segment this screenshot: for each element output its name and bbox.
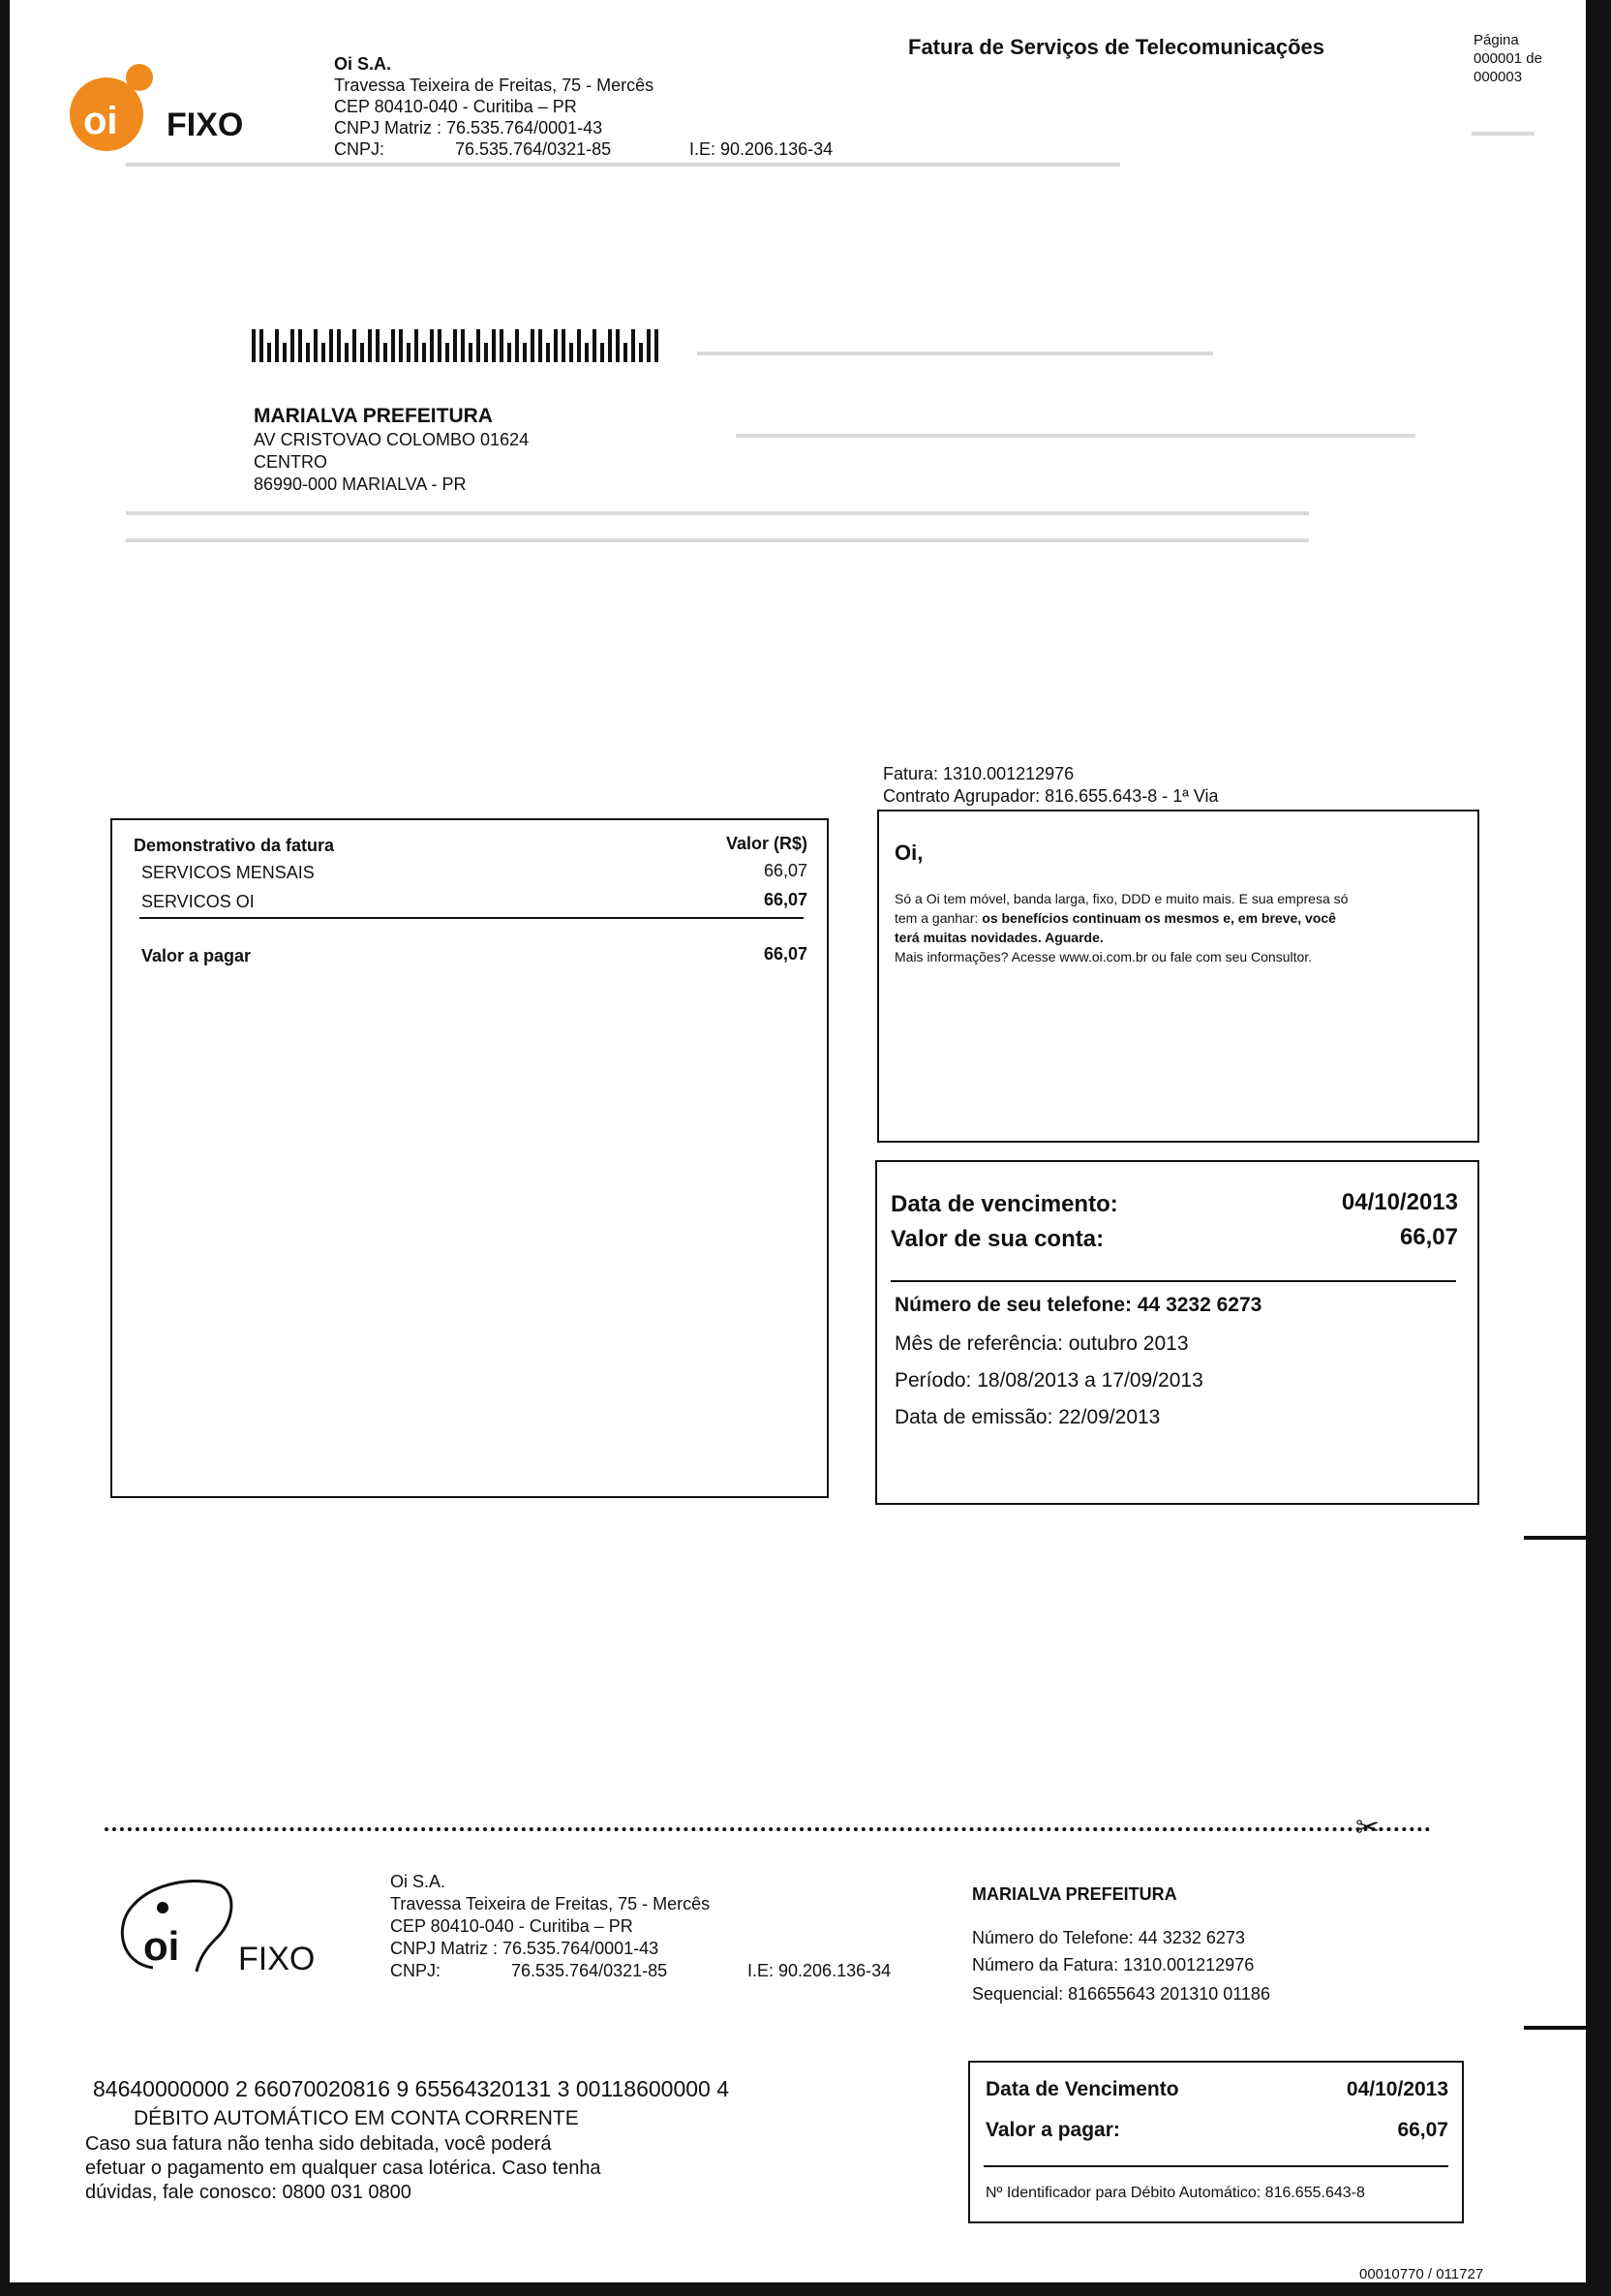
summary-phone: Número de seu telefone: 44 3232 6273 xyxy=(895,1294,1262,1316)
barcode-bar xyxy=(453,329,457,362)
statement-total-value: 66,07 xyxy=(763,944,807,964)
stub-company-ie: I.E: 90.206.136-34 xyxy=(747,1961,892,1980)
barcode-bar xyxy=(546,343,550,362)
showthrough-text: ▬▬▬▬▬▬▬▬▬▬▬▬▬▬▬▬▬▬▬▬▬▬▬▬▬▬▬▬▬▬▬▬▬▬▬▬▬▬▬▬▬ xyxy=(697,344,1213,358)
message-text-bold: os benefícios continuam os mesmos e, em breve, você xyxy=(982,910,1336,926)
postal-barcode xyxy=(252,329,678,362)
barcode-bar xyxy=(631,329,635,362)
document-title: Fatura de Serviços de Telecomunicações xyxy=(908,35,1324,59)
barcode-bar xyxy=(562,329,565,362)
debit-text-line: efetuar o pagamento em qualquer casa lotérica. Caso tenha xyxy=(85,2158,601,2179)
company-cnpj-label: CNPJ: xyxy=(334,139,385,159)
stub-recipient-name: MARIALVA PREFEITURA xyxy=(972,1884,1177,1904)
message-greeting: Oi, xyxy=(895,841,924,865)
barcode-bar xyxy=(275,329,279,362)
message-line: terá muitas novidades. Aguarde. xyxy=(895,930,1104,945)
showthrough-text: ▬▬▬▬▬ xyxy=(1472,124,1535,138)
recipient-district: CENTRO xyxy=(254,452,327,472)
stub-phone: Número do Telefone: 44 3232 6273 xyxy=(972,1928,1245,1947)
summary-issue-date: Data de emissão: 22/09/2013 xyxy=(895,1406,1161,1428)
recipient-name: MARIALVA PREFEITURA xyxy=(254,405,493,427)
summary-divider xyxy=(891,1280,1456,1282)
stub-sequence: Sequencial: 816655643 201310 01186 xyxy=(972,1984,1270,2004)
company-cep: CEP 80410-040 - Curitiba – PR xyxy=(334,97,577,116)
barcode-bar xyxy=(407,343,410,362)
summary-due-label: Data de vencimento: xyxy=(891,1191,1118,1217)
stub-company-cnpj-label: CNPJ: xyxy=(390,1961,441,1980)
stub-company-name: Oi S.A. xyxy=(390,1872,446,1891)
barcode-bar xyxy=(267,343,271,362)
barcode-bar xyxy=(368,329,372,362)
barcode-bar xyxy=(345,343,349,362)
logo-text: oi xyxy=(143,1923,180,1969)
message-text: tem a ganhar: xyxy=(895,910,983,926)
stub-company-cnpj-value: 76.535.764/0321-85 xyxy=(511,1961,668,1980)
barcode-bar xyxy=(438,329,441,362)
barcode-bar xyxy=(321,343,325,362)
debit-text-line: dúvidas, fale conosco: 0800 031 0800 xyxy=(85,2182,411,2203)
showthrough-text: ▬▬▬▬▬▬▬▬▬▬▬▬▬▬▬▬▬▬▬▬▬▬▬▬▬▬▬▬▬▬▬▬▬▬▬▬▬▬▬▬▬▬▬▬▬▬▬▬▬▬▬▬▬▬▬▬▬▬▬▬▬▬▬▬▬▬▬▬▬▬▬▬▬▬▬▬▬▬▬▬▬▬▬▬▬▬▬▬▬▬▬▬▬▬ xyxy=(126,504,1309,518)
footer-sequence: 00010770 / 011727 xyxy=(1359,2266,1484,2282)
statement-divider xyxy=(139,917,804,919)
barcode-bar xyxy=(515,329,519,362)
barcode-bar xyxy=(414,329,418,362)
payment-digit-line: 84640000000 2 66070020816 9 65564320131 3 00118600000 4 xyxy=(93,2076,730,2101)
barcode-bar xyxy=(616,329,620,362)
stub-due-value: 04/10/2013 xyxy=(1346,2078,1448,2100)
barcode-bar xyxy=(445,343,449,362)
statement-title: Demonstrativo da fatura xyxy=(134,836,335,855)
showthrough-text: ▬▬▬▬▬▬▬▬▬▬▬▬▬▬▬▬▬▬▬▬▬▬▬▬▬▬▬▬▬▬▬▬▬▬▬▬▬▬▬▬▬▬▬▬▬▬▬▬▬▬▬▬▬▬▬▬▬▬▬▬▬▬▬▬▬▬▬▬▬▬▬▬▬▬▬▬▬▬▬ xyxy=(126,155,1120,169)
recipient-street: AV CRISTOVAO COLOMBO 01624 xyxy=(254,430,530,449)
oi-logo xyxy=(60,58,167,155)
message-line: Só a Oi tem móvel, banda larga, fixo, DDD e muito mais. E sua empresa só xyxy=(895,891,1349,906)
company-cnpj-matriz: CNPJ Matriz : 76.535.764/0001-43 xyxy=(334,118,603,138)
summary-ref-month: Mês de referência: outubro 2013 xyxy=(895,1332,1189,1355)
statement-value-header: Valor (R$) xyxy=(725,834,807,853)
barcode-bar xyxy=(283,343,287,362)
barcode-bar xyxy=(554,329,558,362)
barcode-bar xyxy=(360,343,364,362)
barcode-bar xyxy=(523,343,527,362)
barcode-bar xyxy=(531,329,534,362)
barcode-bar xyxy=(290,329,294,362)
message-line: Mais informações? Acesse www.oi.com.br ou fale com seu Consultor. xyxy=(895,949,1313,964)
message-line xyxy=(895,910,1336,926)
barcode-bar xyxy=(654,329,658,362)
page-current: 000001 de xyxy=(1474,50,1542,67)
barcode-bar xyxy=(639,343,643,362)
barcode-bar xyxy=(376,329,380,362)
barcode-bar xyxy=(500,329,503,362)
barcode-bar xyxy=(383,343,387,362)
registration-mark xyxy=(1524,1536,1586,1540)
barcode-bar xyxy=(422,343,426,362)
barcode-bar xyxy=(623,343,627,362)
registration-mark xyxy=(1524,2026,1586,2030)
stub-company-cnpj-matriz: CNPJ Matriz : 76.535.764/0001-43 xyxy=(390,1939,659,1958)
statement-item-value: 66,07 xyxy=(763,890,807,909)
summary-box xyxy=(875,1160,1479,1505)
barcode-bar xyxy=(647,329,651,362)
statement-total-label: Valor a pagar xyxy=(141,946,252,965)
company-ie: I.E: 90.206.136-34 xyxy=(689,139,834,159)
statement-item-value: 66,07 xyxy=(763,861,807,880)
statement-item-label: SERVICOS OI xyxy=(141,892,255,911)
stub-divider xyxy=(984,2165,1448,2167)
stub-company-address: Travessa Teixeira de Freitas, 75 - Mercês xyxy=(390,1894,711,1913)
debit-text-line: Caso sua fatura não tenha sido debitada, você poderá xyxy=(85,2133,552,2155)
company-name: Oi S.A. xyxy=(334,54,392,74)
stub-invoice-number: Número da Fatura: 1310.001212976 xyxy=(972,1955,1255,1975)
invoice-number: Fatura: 1310.001212976 xyxy=(883,764,1075,783)
stub-summary-box xyxy=(968,2061,1464,2223)
debit-text xyxy=(85,2132,601,2205)
page-label: Página xyxy=(1474,32,1519,48)
barcode-bar xyxy=(608,329,612,362)
barcode-bar xyxy=(469,343,472,362)
stub-amount-label: Valor a pagar: xyxy=(986,2119,1120,2141)
company-cnpj-value: 76.535.764/0321-85 xyxy=(455,139,612,159)
stub-amount-value: 66,07 xyxy=(1397,2119,1448,2141)
barcode-bar xyxy=(399,329,403,362)
contract-number: Contrato Agrupador: 816.655.643-8 - 1ª Via xyxy=(883,786,1219,806)
barcode-bar xyxy=(352,329,356,362)
barcode-bar xyxy=(507,343,511,362)
barcode-bar xyxy=(492,329,496,362)
logo-text: oi xyxy=(83,100,118,142)
stub-brand-fixo: FIXO xyxy=(238,1941,316,1977)
debit-title: DÉBITO AUTOMÁTICO EM CONTA CORRENTE xyxy=(134,2107,579,2129)
barcode-bar xyxy=(593,329,596,362)
barcode-bar xyxy=(600,343,604,362)
barcode-bar xyxy=(430,329,434,362)
statement-item-label: SERVICOS MENSAIS xyxy=(141,863,315,882)
barcode-bar xyxy=(538,329,542,362)
barcode-bar xyxy=(314,329,318,362)
stub-debit-id: Nº Identificador para Débito Automático: 816.655.643-8 xyxy=(986,2185,1365,2201)
oi-logo-outline xyxy=(114,1871,240,1977)
page-indicator xyxy=(1474,31,1542,86)
barcode-bar xyxy=(337,329,341,362)
summary-amount-value: 66,07 xyxy=(1399,1224,1458,1250)
barcode-bar xyxy=(484,343,488,362)
brand-fixo: FIXO xyxy=(167,107,244,143)
barcode-bar xyxy=(306,343,310,362)
stub-due-label: Data de Vencimento xyxy=(986,2078,1179,2100)
cut-line xyxy=(105,1827,1431,1831)
barcode-bar xyxy=(577,329,581,362)
summary-period: Período: 18/08/2013 a 17/09/2013 xyxy=(895,1369,1203,1392)
stub-company-cep: CEP 80410-040 - Curitiba – PR xyxy=(390,1916,633,1936)
summary-amount-label: Valor de sua conta: xyxy=(891,1226,1105,1252)
company-address: Travessa Teixeira de Freitas, 75 - Mercês xyxy=(334,76,654,95)
barcode-bar xyxy=(461,329,465,362)
showthrough-text: ▬▬▬▬▬▬▬▬▬▬▬▬▬▬▬▬▬▬▬▬▬▬▬▬▬▬▬▬▬▬▬▬▬▬▬▬▬▬▬▬▬▬▬▬▬▬▬▬▬▬▬▬▬▬ xyxy=(736,426,1415,441)
message-box xyxy=(877,810,1479,1143)
barcode-bar xyxy=(252,329,256,362)
barcode-bar xyxy=(298,329,302,362)
barcode-bar xyxy=(391,329,395,362)
barcode-bar xyxy=(259,329,263,362)
page-total: 000003 xyxy=(1474,69,1523,85)
statement-box xyxy=(110,818,829,1498)
barcode-bar xyxy=(476,329,480,362)
barcode-bar xyxy=(329,329,333,362)
recipient-city: 86990-000 MARIALVA - PR xyxy=(254,475,467,494)
barcode-bar xyxy=(569,343,573,362)
showthrough-text: ▬▬▬▬▬▬▬▬▬▬▬▬▬▬▬▬▬▬▬▬▬▬▬▬▬▬▬▬▬▬▬▬▬▬▬▬▬▬▬▬▬▬▬▬▬▬▬▬▬▬▬▬▬▬▬▬▬▬▬▬▬▬▬▬▬▬▬▬▬▬▬▬▬▬▬▬▬▬▬▬▬▬▬▬▬▬▬▬▬▬▬▬▬▬ xyxy=(126,531,1309,545)
summary-due-value: 04/10/2013 xyxy=(1341,1189,1458,1215)
barcode-bar xyxy=(585,343,589,362)
scissors-icon: ✂ xyxy=(1355,1812,1381,1844)
